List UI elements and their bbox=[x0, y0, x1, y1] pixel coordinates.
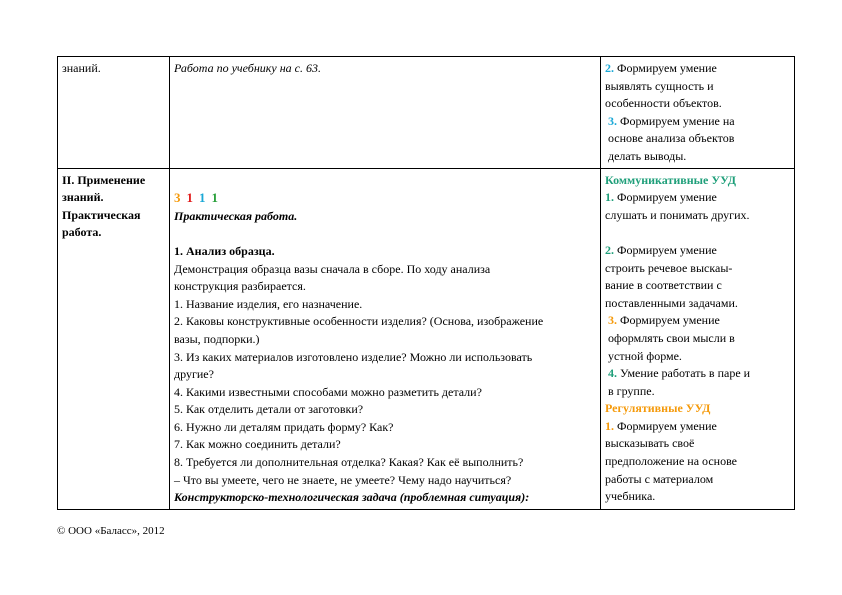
content-line: конструкция разбирается. bbox=[174, 279, 306, 294]
uud-text: Формируем умение bbox=[617, 242, 717, 257]
lesson-table bbox=[57, 56, 795, 510]
score-number: 3 bbox=[174, 190, 181, 206]
uud-text: высказывать своё bbox=[605, 436, 695, 451]
content-line: 6. Нужно ли деталям придать форму? Как? bbox=[174, 419, 394, 434]
table-row bbox=[58, 168, 795, 509]
score-number: 1 bbox=[186, 190, 193, 206]
item-number: 2. bbox=[605, 242, 614, 257]
uud-text: вание в соответствии с bbox=[605, 278, 722, 293]
content-line: – Что вы умеете, чего не знаете, не умеете? Чему надо научиться? bbox=[174, 472, 512, 487]
content-line: 5. Как отделить детали от заготовки? bbox=[174, 402, 364, 417]
content-line: Демонстрация образца вазы сначала в сборе. По ходу анализа bbox=[174, 261, 491, 276]
content-cell bbox=[170, 57, 601, 169]
content-line: 1. Название изделия, его назначение. bbox=[174, 296, 363, 311]
copyright-footer: © ООО «Баласс», 2012 bbox=[57, 525, 165, 537]
item-number: 2. bbox=[605, 61, 614, 75]
uud-cell bbox=[601, 57, 795, 169]
stage-text: Практическая bbox=[62, 207, 141, 222]
uud-text: Умение работать в паре и bbox=[620, 366, 751, 381]
uud-text: основе анализа объектов bbox=[608, 131, 735, 146]
score-number: 1 bbox=[211, 190, 218, 206]
stage-text: II. Применение bbox=[62, 172, 146, 187]
content-line: 3. Из каких материалов изготовлено изделие? Можно ли использовать bbox=[174, 349, 533, 364]
reg-heading: Регулятивные УУД bbox=[605, 401, 711, 416]
task-line: Конструкторско-технологическая задача (проблемная ситуация): bbox=[174, 490, 530, 505]
stage-text: работа. bbox=[62, 225, 102, 240]
uud-text: предположение на основе bbox=[605, 454, 737, 469]
uud-text: в группе. bbox=[608, 383, 655, 398]
item-number: 4. bbox=[608, 366, 617, 381]
content-line: вазы, подпорки.) bbox=[174, 331, 260, 346]
content-line: другие? bbox=[174, 367, 214, 382]
uud-text: Формируем умение bbox=[620, 313, 720, 328]
content-line: 4. Какими известными способами можно разметить детали? bbox=[174, 384, 482, 399]
content-line: 8. Требуется ли дополнительная отделка? Какая? Как её выполнить? bbox=[174, 455, 524, 470]
stage-text: знаний. bbox=[62, 190, 104, 205]
comm-heading: Коммуникативные УУД bbox=[605, 172, 737, 187]
uud-text: Формируем умение bbox=[617, 418, 717, 433]
score-numbers bbox=[174, 189, 596, 208]
uud-text: учебника. bbox=[605, 489, 656, 504]
practical-title: Практическая работа. bbox=[174, 208, 298, 223]
content-cell bbox=[170, 168, 601, 509]
analysis-title: 1. Анализ образца. bbox=[174, 243, 275, 258]
uud-text: Формируем умение bbox=[617, 190, 717, 205]
item-number: 3. bbox=[608, 313, 617, 328]
uud-text: делать выводы. bbox=[608, 148, 687, 163]
stage-text: знаний. bbox=[62, 61, 101, 75]
uud-text: слушать и понимать других. bbox=[605, 207, 750, 222]
content-line: 2. Каковы конструктивные особенности изделия? (Основа, изображение bbox=[174, 314, 544, 329]
uud-text: особенности объектов. bbox=[605, 96, 722, 111]
item-number: 1. bbox=[605, 418, 614, 433]
uud-text: Формируем умение bbox=[617, 61, 717, 75]
content-line: 7. Как можно соединить детали? bbox=[174, 437, 341, 452]
uud-cell bbox=[601, 168, 795, 509]
uud-text: устной форме. bbox=[608, 348, 682, 363]
item-number: 3. bbox=[608, 113, 617, 128]
uud-text: работы с материалом bbox=[605, 471, 714, 486]
uud-text: выявлять сущность и bbox=[605, 78, 714, 93]
score-number: 1 bbox=[199, 190, 206, 206]
textbook-work: Работа по учебнику на с. 63. bbox=[174, 61, 321, 75]
table-row bbox=[58, 57, 795, 169]
item-number: 1. bbox=[605, 190, 614, 205]
uud-text: поставленными задачами. bbox=[605, 295, 738, 310]
uud-text: оформлять свои мысли в bbox=[608, 330, 735, 345]
uud-text: Формируем умение на bbox=[620, 113, 735, 128]
stage-cell bbox=[58, 57, 170, 169]
stage-cell bbox=[58, 168, 170, 509]
uud-text: строить речевое выскаы- bbox=[605, 260, 733, 275]
